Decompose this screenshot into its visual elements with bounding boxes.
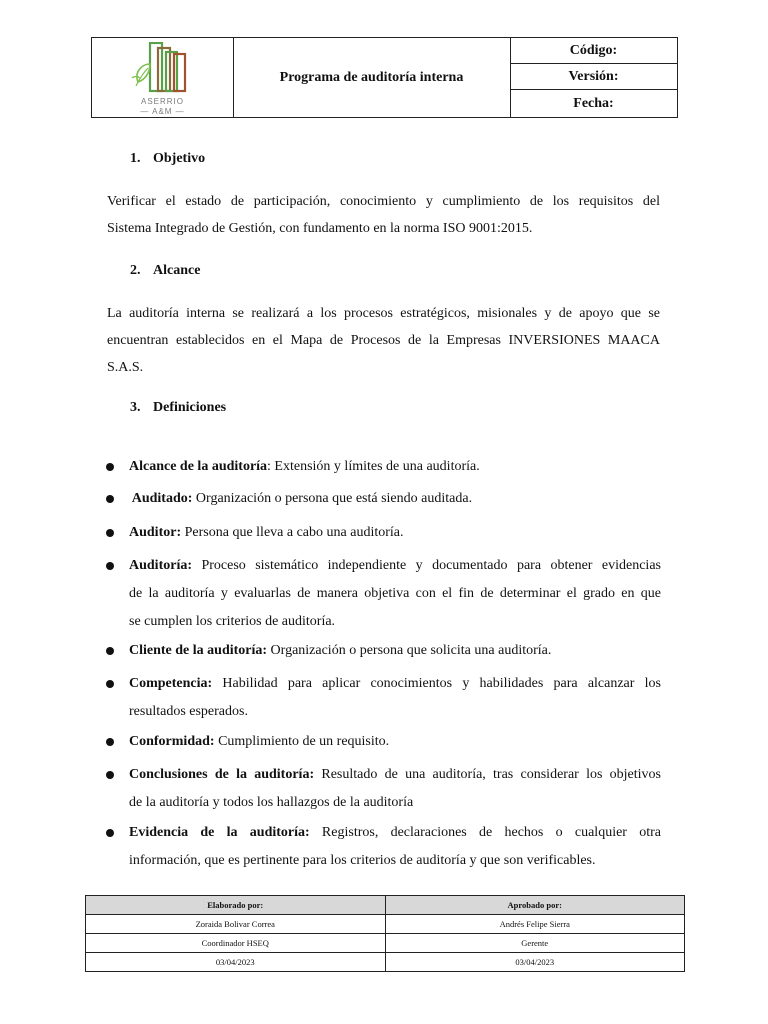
definition-term: Conformidad: [129, 734, 215, 749]
document-meta [510, 38, 677, 117]
paragraph-line: encuentran establecidos en el Mapa de Procesos de la Empresas INVERSIONES MAACA [107, 333, 660, 348]
definition-item [129, 761, 661, 817]
table-cell: Zoraida Bolivar Correa [86, 915, 386, 934]
version-label: Versión: [510, 64, 677, 90]
definition-term: Auditado: [129, 491, 193, 506]
definition-item [129, 519, 661, 547]
definition-text: resultados esperados. [129, 704, 248, 719]
definition-term: Conclusiones de la auditoría: [129, 767, 315, 782]
logo-sub: — A&M — [140, 107, 185, 116]
definition-text: Persona que lleva a cabo una auditoría. [181, 525, 404, 540]
alcance-paragraph [107, 300, 660, 381]
document-header [91, 37, 678, 118]
table-row [86, 915, 685, 934]
table-row [86, 953, 685, 972]
bullet-icon [106, 738, 114, 746]
aprobado-header: Aprobado por: [385, 896, 685, 915]
definition-text: Habilidad para aplicar conocimientos y habilidades para alcanzar los [212, 676, 661, 691]
bullet-icon [106, 771, 114, 779]
definition-term: Alcance de la auditoría [129, 459, 268, 474]
aserrio-logo-icon [130, 42, 196, 98]
definition-term: Auditoría: [129, 558, 192, 573]
definition-term: Competencia: [129, 676, 213, 691]
definition-term: Cliente de la auditoría: [129, 643, 268, 658]
section-number: 3. [130, 400, 141, 415]
definition-text: : Extensión y límites de una auditoría. [267, 459, 480, 474]
definition-text: de la auditoría y todos los hallazgos de la auditoría [129, 795, 414, 810]
table-cell: Andrés Felipe Sierra [385, 915, 685, 934]
bullet-icon [106, 647, 114, 655]
bullet-icon [106, 829, 114, 837]
definition-term: Evidencia de la auditoría: [129, 825, 310, 840]
bullet-icon [106, 562, 114, 570]
definition-item [129, 637, 661, 665]
definition-text: Resultado de una auditoría, tras considerar los objetivos [314, 767, 661, 782]
section-title: Definiciones [153, 400, 227, 415]
table-cell: 03/04/2023 [86, 953, 386, 972]
definition-text: Organización o persona que está siendo auditada. [192, 491, 473, 506]
paragraph-line: S.A.S. [107, 360, 144, 375]
document-title: Programa de auditoría interna [233, 38, 511, 117]
table-cell: 03/04/2023 [385, 953, 685, 972]
definition-text: información, que es pertinente para los criterios de auditoría y que son verificables. [129, 853, 596, 868]
definition-item [129, 485, 661, 513]
bullet-icon [106, 529, 114, 537]
bullet-icon [106, 495, 114, 503]
bullet-icon [106, 680, 114, 688]
definition-item [129, 728, 661, 756]
table-row [86, 934, 685, 953]
codigo-label: Código: [510, 38, 677, 64]
definition-term: Auditor: [129, 525, 182, 540]
bullet-icon [106, 463, 114, 471]
approval-table [85, 895, 685, 972]
paragraph-line: Verificar el estado de participación, conocimiento y cumplimiento de los requisitos del [107, 194, 660, 209]
definition-text: se cumplen los criterios de auditoría. [129, 614, 336, 629]
table-header-row [86, 896, 685, 915]
definition-text: Proceso sistemático independiente y documentado para obtener evidencias [192, 558, 661, 573]
definition-text: Cumplimiento de un requisito. [214, 734, 390, 749]
definition-text: de la auditoría y evaluarlas de manera objetiva con el fin de determinar el grado en que [129, 586, 661, 601]
definition-text: Registros, declaraciones de hechos o cualquier otra [309, 825, 661, 840]
definition-item [129, 819, 661, 875]
paragraph-line: La auditoría interna se realizará a los procesos estratégicos, misionales y de apoyo que se [107, 306, 660, 321]
objetivo-paragraph [107, 188, 660, 242]
table-cell: Coordinador HSEQ [86, 934, 386, 953]
section-title: Alcance [153, 263, 201, 278]
section-title: Objetivo [153, 151, 206, 166]
definition-item [129, 552, 661, 636]
definition-item [129, 670, 661, 726]
elaborado-header: Elaborado por: [86, 896, 386, 915]
logo-cell [92, 38, 234, 117]
section-number: 2. [130, 263, 141, 278]
logo-name: ASERRIO [140, 97, 184, 106]
definition-text: Organización o persona que solicita una auditoría. [267, 643, 552, 658]
section-number: 1. [130, 151, 141, 166]
definition-item [129, 453, 661, 481]
paragraph-line: Sistema Integrado de Gestión, con fundamento en la norma ISO 9001:2015. [107, 221, 533, 236]
fecha-label: Fecha: [573, 95, 614, 111]
table-cell: Gerente [385, 934, 685, 953]
